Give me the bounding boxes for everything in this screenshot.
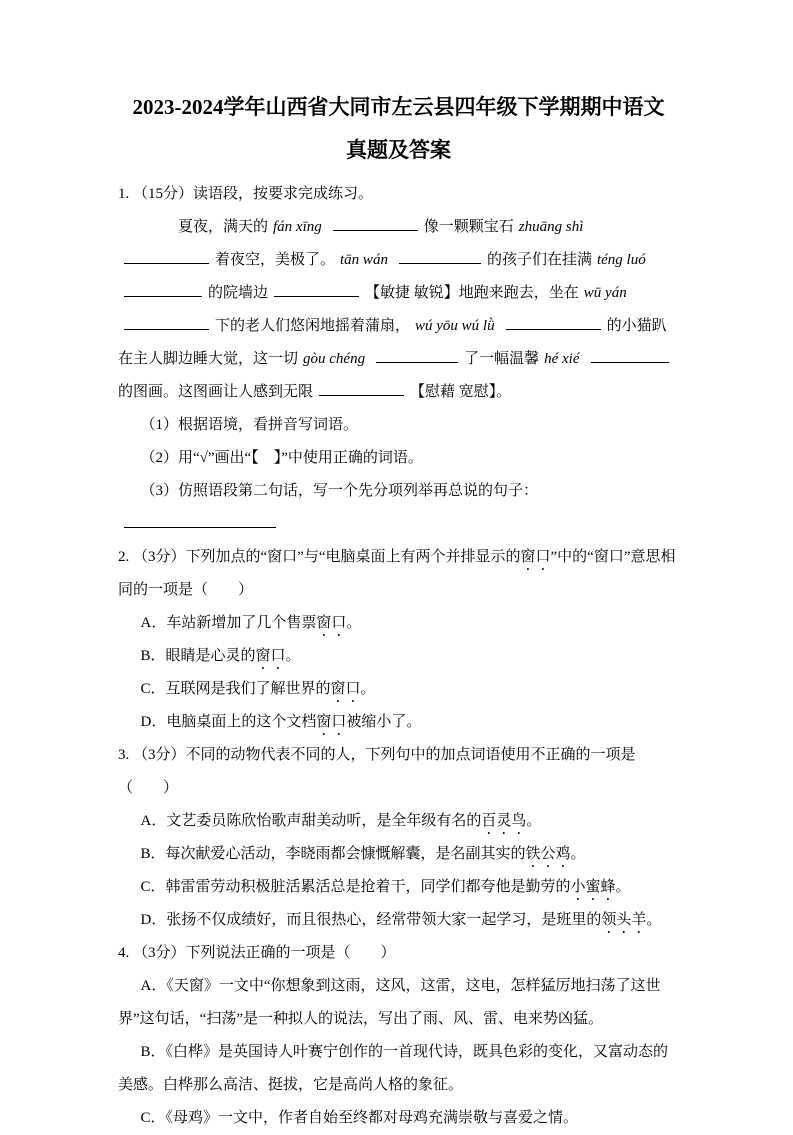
- text-run: A．车站新增加了几个售票: [140, 615, 317, 632]
- pinyin-text: wú yōu wú lǜ: [415, 318, 495, 335]
- dotted-word: 窗口: [520, 549, 551, 566]
- text-run: 。: [570, 846, 586, 863]
- text-run: D．电脑桌面上的这个文档: [140, 714, 317, 731]
- sub-question-3: [118, 475, 679, 541]
- dotted-word: 领头羊: [601, 912, 647, 929]
- pinyin-text: fán xīng: [273, 219, 322, 236]
- answer-blank: [274, 282, 359, 297]
- question-2-stem: [118, 541, 679, 607]
- question-2-options: [118, 607, 679, 739]
- text-run: 被缩小了。: [346, 714, 422, 731]
- text-run: 。: [526, 813, 542, 830]
- pinyin-text: hé xié: [544, 351, 580, 368]
- question-3-stem: 3. （3分）不同的动物代表不同的人，下列句中的加点词语使用不正确的一项是（ ）: [118, 747, 636, 797]
- reading-passage: [118, 211, 679, 409]
- option-item: [118, 640, 679, 673]
- title-line-2: 真题及答案: [346, 138, 451, 163]
- dotted-word: 铁公鸡: [525, 846, 571, 863]
- text-run: 像一颗颗宝石: [423, 219, 514, 236]
- text-run: 【敏捷 敏锐】地跑来跑去，坐在: [365, 285, 579, 302]
- dotted-word: 小蜜蜂: [570, 879, 616, 896]
- option-item: [118, 904, 679, 937]
- option-item: [118, 673, 679, 706]
- text-run: 。: [615, 879, 631, 896]
- question-4-options: [118, 970, 679, 1135]
- option-item: [118, 871, 679, 904]
- dotted-word: 窗口: [316, 615, 347, 632]
- text-run: 的院墙边: [208, 285, 269, 302]
- answer-blank: [124, 282, 202, 297]
- dotted-word: 窗口: [316, 714, 347, 731]
- question-3: [118, 739, 679, 937]
- answer-blank: [591, 348, 669, 363]
- question-1: [118, 178, 679, 541]
- text-run: 下的老人们悠闲地摇着蒲扇，: [215, 318, 411, 335]
- text-run: B．每次献爱心活动，李晓雨都会慷慨解囊，是名副其实的: [140, 846, 526, 863]
- pinyin-text: zhuāng shì: [518, 219, 584, 236]
- text-run: 。: [285, 648, 301, 665]
- option-item: [118, 838, 679, 871]
- answer-blank: [399, 249, 481, 264]
- text-run: 。: [346, 615, 362, 632]
- dotted-word: 百灵鸟: [481, 813, 527, 830]
- dotted-word: 窗口: [330, 681, 361, 698]
- option-item: [118, 706, 679, 739]
- text-run: D．张扬不仅成绩好，而且很热心，经常带领大家一起学习，是班里的: [140, 912, 602, 929]
- option-item: [118, 607, 679, 640]
- text-run: C．互联网是我们了解世界的: [140, 681, 331, 698]
- answer-blank: [319, 381, 404, 396]
- question-2: [118, 541, 679, 739]
- question-4-stem: 4. （3分）下列说法正确的一项是（ ）: [118, 945, 396, 962]
- question-3-options: [118, 805, 679, 937]
- text-run: A．文艺委员陈欣怡歌声甜美动听，是全年级有名的: [140, 813, 482, 830]
- answer-blank: [506, 315, 601, 330]
- text-run: C．韩雷雷劳动积极脏活累活总是抢着干，同学们都夸他是勤劳的: [140, 879, 571, 896]
- option-item: A．《天窗》一文中“你想象到这雨，这风，这雷，这电，怎样猛厉地扫荡了这世界”这句话，“扫荡”是一种拟人的说法，写出了雨、风、雷、电来势凶猛。: [118, 978, 661, 1028]
- text-run: 了一幅温馨: [464, 351, 540, 368]
- pinyin-text: gòu chéng: [303, 351, 366, 368]
- text-run: 2. （3分）下列加点的“窗口”与“电脑桌面上有两个并排显示的: [118, 549, 521, 566]
- answer-blank: [124, 249, 209, 264]
- text-run: 着夜空，美极了。: [215, 252, 336, 269]
- text-run: B．眼睛是心灵的: [140, 648, 256, 665]
- question-4: [118, 937, 679, 1135]
- answer-blank: [124, 315, 209, 330]
- text-run: 。: [646, 912, 662, 929]
- text-run: 。: [360, 681, 376, 698]
- pinyin-text: tān wán: [340, 252, 388, 269]
- document-title: [118, 86, 679, 172]
- text-run: 的孩子们在挂满: [486, 252, 592, 269]
- text-run: ”中的“窗口”意思相同的一项是（ ）: [118, 549, 676, 599]
- answer-blank: [376, 348, 458, 363]
- question-1-stem: 1. （15分）读语段，按要求完成练习。: [118, 186, 374, 203]
- sub-question-2: （2）用“√”画出“【 】”中使用正确的词语。: [140, 450, 423, 467]
- sub-question-1: （1）根据语境，看拼音写词语。: [140, 417, 359, 434]
- text-run: 的图画。这图画让人感到无限: [118, 384, 314, 401]
- pinyin-text: téng luó: [596, 252, 646, 269]
- option-item: [118, 805, 679, 838]
- option-item: B．《白桦》是英国诗人叶赛宁创作的一首现代诗，既具色彩的变化，又富动态的美感。白桦那么高洁、挺拔，它是高尚人格的象征。: [118, 1044, 669, 1094]
- text-run: （3）仿照语段第二句话，写一个先分项列举再总说的句子：: [140, 483, 539, 500]
- option-item: C．《母鸡》一文中，作者自始至终都对母鸡充满崇敬与喜爱之情。: [140, 1110, 579, 1127]
- text-run: 夏夜，满天的: [178, 219, 269, 236]
- dotted-word: 窗口: [255, 648, 286, 665]
- text-run: 的小猫趴在主人脚边睡大觉，这一切: [118, 318, 667, 368]
- answer-blank: [333, 216, 418, 231]
- title-line-1: 2023-2024学年山西省大同市左云县四年级下学期期中语文: [132, 95, 665, 119]
- pinyin-text: wū yán: [583, 285, 627, 302]
- answer-blank: [124, 513, 276, 528]
- text-run: 【慰藉 宽慰】。: [410, 384, 512, 401]
